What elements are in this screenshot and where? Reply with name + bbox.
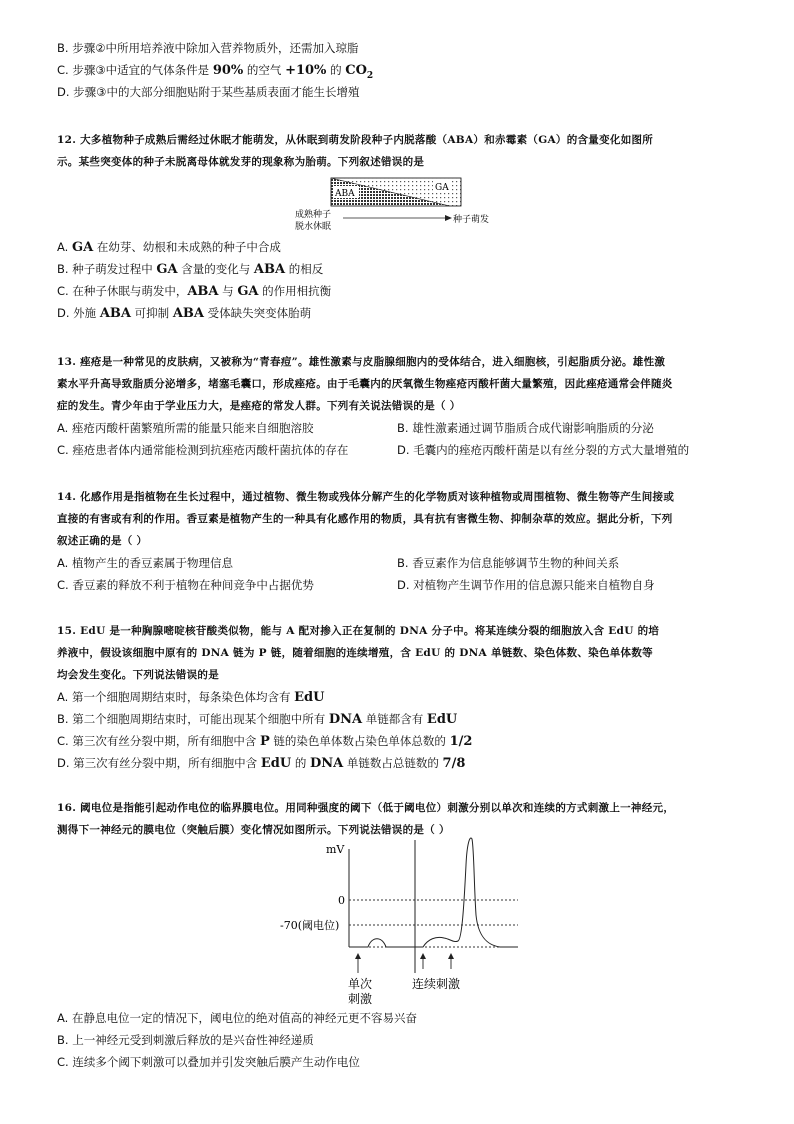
- zero-label: 0: [338, 894, 345, 907]
- option-text: B. 种子萌发过程中: [57, 262, 157, 276]
- option-text: 的作用相抗衡: [258, 284, 332, 298]
- q13-option-d: D. 毛囊内的痤疮丙酸杆菌是以有丝分裂的方式大量增殖的: [397, 443, 690, 457]
- q13-stem-line1: 13. 痤疮是一种常见的皮肤病，又被称为“青春痘”。雄性激素与皮脂腺细胞内的受体结合，进入细胞核，引起脂质分泌。雄性激: [57, 356, 666, 368]
- q15-stem-line3: 均会发生变化。下列说法错误的是: [57, 669, 219, 681]
- option-text: C. 第三次有丝分裂中期，所有细胞中含: [57, 734, 260, 748]
- q12-option-d: [57, 305, 311, 322]
- math-term: ABA: [172, 306, 204, 321]
- option-text: A. 第一个细胞周期结束时，每条染色体均含有: [57, 690, 295, 704]
- option-text: 单链都含有: [362, 712, 427, 726]
- q15-stem-line1: 15. EdU 是一种胸腺嘧啶核苷酸类似物，能与 A 配对掺入正在复制的 DNA 分子中。将某连续分裂的细胞放入含 EdU 的培: [57, 625, 660, 637]
- option-text: 可抑制: [131, 306, 173, 320]
- q12-stem-line1: 12. 大多植物种子成熟后需经过休眠才能萌发，从休眠到萌发阶段种子内脱落酸（ABA）和赤霉素（GA）的含量变化如图所: [57, 134, 654, 146]
- math-term: 7/8: [442, 756, 466, 771]
- q16-option-a: A. 在静息电位一定的情况下，阈电位的绝对值高的神经元更不容易兴奋: [57, 1011, 417, 1025]
- q14-option-c: C. 香豆素的释放不利于植物在种间竞争中占据优势: [57, 578, 314, 592]
- math-term: 90%: [212, 63, 244, 78]
- option-text: 受体缺失突变体胎萌: [203, 306, 312, 320]
- q15-option-b: [57, 711, 457, 728]
- y-unit-label: mV: [326, 843, 345, 856]
- threshold-label: -70(阈电位): [280, 919, 340, 932]
- option-d-top: D. 步骤③中的大部分细胞贴附于某些基质表面才能生长增殖: [57, 85, 360, 99]
- math-term: ABA: [187, 284, 219, 299]
- option-text: 与: [218, 284, 238, 298]
- option-text: C. 步骤③中适宜的气体条件是: [57, 63, 213, 77]
- math-term: ABA: [253, 262, 286, 277]
- option-text: 单链数占总链数的: [343, 756, 443, 770]
- math-term: +10%: [285, 63, 327, 78]
- math-term: GA: [156, 262, 178, 277]
- option-text: D. 外施: [57, 306, 100, 320]
- q12-option-b: [57, 261, 323, 278]
- q16-stem-line1: 16. 阈电位是指能引起动作电位的临界膜电位。用同种强度的阈下（低于阈电位）刺激分别以单次和连续的方式刺激上一神经元，: [57, 802, 675, 814]
- single-stimulus-label-2: 刺激: [348, 992, 373, 1006]
- q15-option-a: [57, 689, 324, 706]
- q16-membrane-potential-figure: [278, 835, 528, 1007]
- q16-option-b: B. 上一神经元受到刺激后释放的是兴奋性神经递质: [57, 1033, 314, 1047]
- option-text: 含量的变化与: [177, 262, 254, 276]
- mature-seed-label: 成熟种子: [295, 210, 332, 220]
- math-term: ABA: [99, 306, 131, 321]
- continuous-stimulus-trace: [415, 838, 518, 947]
- q16-stem-line2: 测得下一神经元的膜电位（突触后膜）变化情况如图所示。下列说法错误的是（ ）: [57, 824, 450, 836]
- single-stimulus-label-1: 单次: [348, 977, 373, 991]
- option-text: D. 第三次有丝分裂中期，所有细胞中含: [57, 756, 261, 770]
- aba-label: ABA: [335, 189, 355, 199]
- option-b-top: B. 步骤②中所用培养液中除加入营养物质外，还需加入琼脂: [57, 41, 359, 55]
- continuous-stimulus-label: 连续刺激: [412, 977, 461, 991]
- dormancy-label: 脱水休眠: [295, 222, 332, 232]
- q15-stem-line2: 养液中，假设该细胞中原有的 DNA 链为 P 链，随着细胞的连续增殖，含 EdU 的 DNA 单链数、染色体数、染色单体数等: [57, 647, 653, 659]
- math-term: EdU: [294, 690, 325, 705]
- math-term: DNA: [309, 756, 344, 771]
- q15-option-c: [57, 733, 472, 750]
- q14-option-a: A. 植物产生的香豆素属于物理信息: [57, 556, 233, 570]
- option-text: B. 第二个细胞周期结束时，可能出现某个细胞中所有: [57, 712, 329, 726]
- q13-stem-line2: 素水平升高导致脂质分泌增多，堵塞毛囊口，形成痤疮。由于毛囊内的厌氧微生物痤疮丙酸杆菌大量繁殖，因此痤疮通常会伴随炎: [57, 378, 673, 390]
- math-term: EdU: [426, 712, 458, 727]
- option-text: C. 在种子休眠与萌发中，: [57, 284, 188, 298]
- q14-stem-line3: 叙述正确的是（ ）: [57, 535, 148, 547]
- math-term: GA: [71, 240, 94, 255]
- option-text: A.: [57, 240, 72, 254]
- q14-stem-line2: 直接的有害或有利的作用。香豆素是植物产生的一种具有化感作用的物质，具有抗有害微生物、抑制杂草的效应。据此分析，下列: [57, 513, 673, 525]
- q14-option-b: B. 香豆素作为信息能够调节生物的种间关系: [397, 556, 620, 570]
- option-text: 的空气: [243, 63, 286, 77]
- q12-option-c: [57, 283, 331, 300]
- germination-label: 种子萌发: [453, 215, 490, 225]
- option-text: 的: [326, 63, 346, 77]
- math-term: GA: [237, 284, 259, 299]
- option-text: 的相反: [285, 262, 324, 276]
- math-term: 1/2: [449, 734, 473, 749]
- math-term: EdU: [260, 756, 292, 771]
- q13-option-a: A. 痤疮丙酸杆菌繁殖所需的能量只能来自细胞溶胶: [57, 421, 314, 435]
- single-stimulus-trace: [349, 939, 415, 947]
- q12-figure: [295, 176, 505, 234]
- q15-option-d: [57, 755, 465, 772]
- ga-label: GA: [435, 183, 449, 193]
- q12-option-a: [57, 239, 281, 256]
- option-text: 的: [291, 756, 310, 770]
- option-text: 链的染色单体数占染色单体总数的: [269, 734, 450, 748]
- q16-option-c: C. 连续多个阈下刺激可以叠加并引发突触后膜产生动作电位: [57, 1055, 360, 1069]
- math-subscript: 2: [366, 71, 374, 81]
- q13-option-b: B. 雄性激素通过调节脂质合成代谢影响脂质的分泌: [397, 421, 654, 435]
- q14-option-d: D. 对植物产生调节作用的信息源只能来自植物自身: [397, 578, 655, 592]
- math-term: P: [260, 734, 270, 749]
- math-term: DNA: [328, 712, 363, 727]
- option-c-top: [57, 62, 373, 80]
- q13-stem-line3: 症的发生。青少年由于学业压力大，是痤疮的常发人群。下列有关说法错误的是（ ）: [57, 400, 461, 412]
- q14-stem-line1: 14. 化感作用是指植物在生长过程中，通过植物、微生物或残体分解产生的化学物质对该种植物或周围植物、微生物等产生间接或: [57, 491, 675, 503]
- math-term: CO: [345, 63, 367, 78]
- option-text: 在幼芽、幼根和未成熟的种子中合成: [93, 240, 281, 254]
- q12-stem-line2: 示。某些突变体的种子未脱离母体就发芽的现象称为胎萌。下列叙述错误的是: [57, 156, 425, 168]
- q13-option-c: C. 痤疮患者体内通常能检测到抗痤疮丙酸杆菌抗体的存在: [57, 443, 349, 457]
